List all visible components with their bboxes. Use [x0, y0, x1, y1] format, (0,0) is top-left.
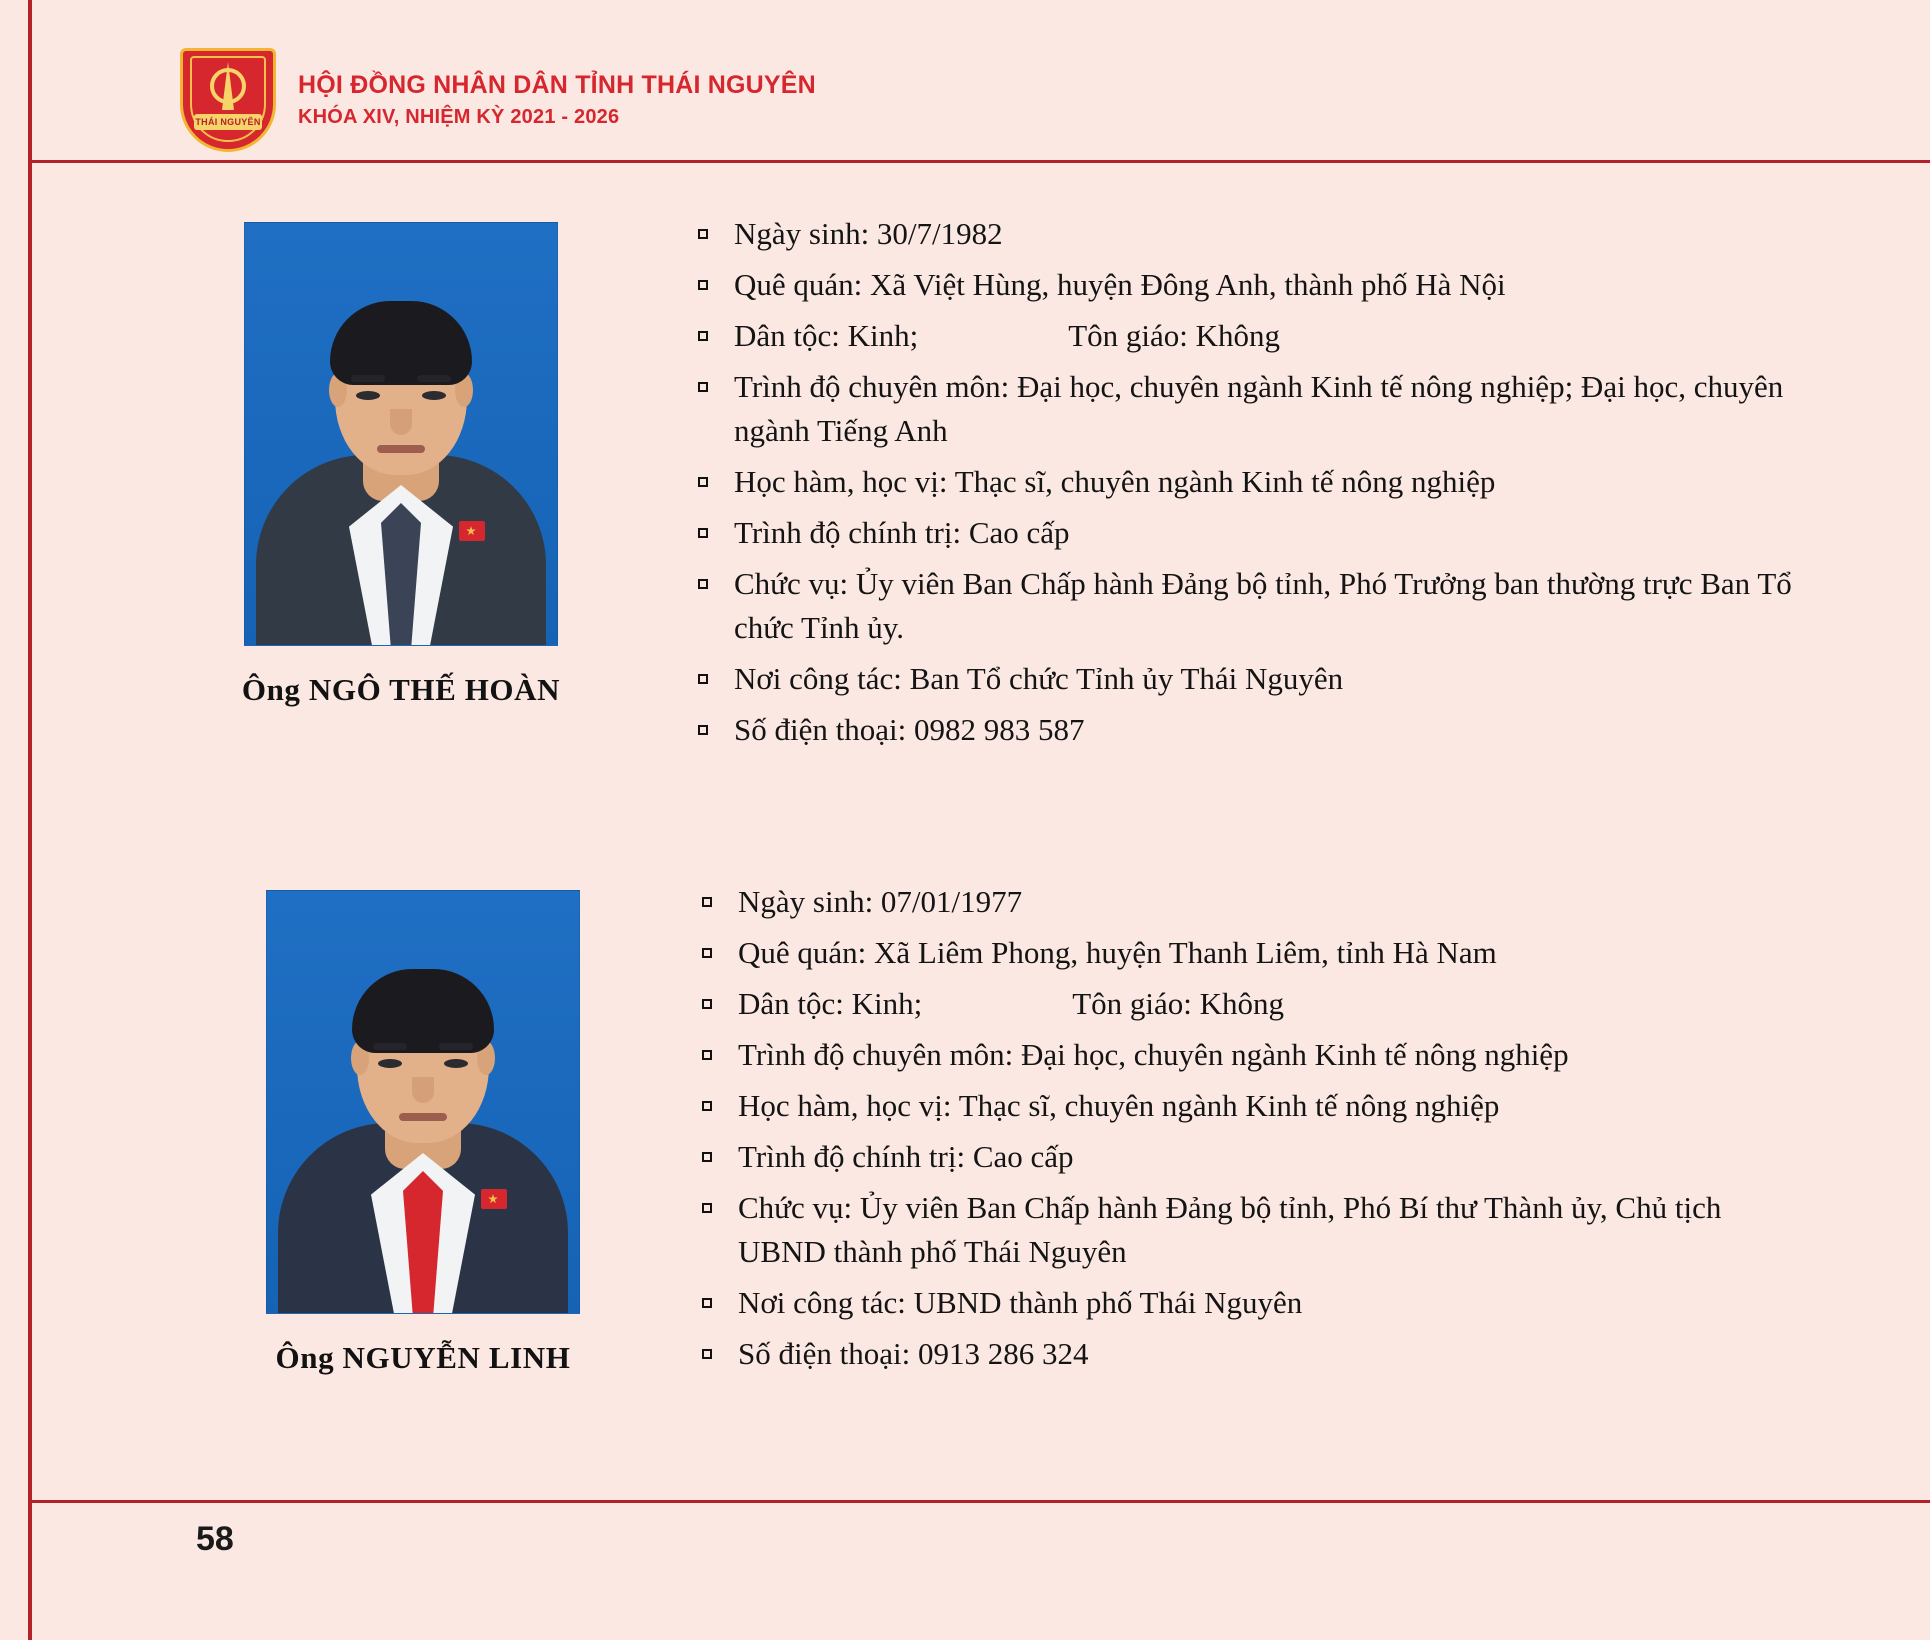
- header-title-block: [298, 71, 816, 129]
- field-education: Trình độ chuyên môn: Đại học, chuyên ngành Kinh tế nông nghiệp; Đại học, chuyên ngành Tiếng Anh: [734, 369, 1784, 449]
- list-item: [698, 1332, 1798, 1376]
- field-education: Trình độ chuyên môn: Đại học, chuyên ngành Kinh tế nông nghiệp: [738, 1037, 1569, 1073]
- field-political-level: Trình độ chính trị: Cao cấp: [738, 1139, 1074, 1175]
- delegate-info-list: [694, 212, 1794, 759]
- footer-divider-rule: [28, 1500, 1930, 1503]
- list-item: [694, 562, 1794, 650]
- delegate-photo-block: [236, 222, 566, 708]
- portrait-hair: [352, 969, 494, 1053]
- list-item: [694, 212, 1794, 256]
- delegate-portrait: [266, 890, 580, 1314]
- field-religion: Tôn giáo: Không: [1072, 986, 1285, 1022]
- list-item: [698, 1084, 1798, 1128]
- delegate-entry: [236, 216, 1794, 775]
- flag-pin-icon: [481, 1189, 507, 1209]
- field-position: Chức vụ: Ủy viên Ban Chấp hành Đảng bộ tỉnh, Phó Bí thư Thành ủy, Chủ tịch UBND thành phố Thái Nguyên: [738, 1190, 1722, 1270]
- field-political-level: Trình độ chính trị: Cao cấp: [734, 515, 1070, 551]
- delegate-photo-block: [258, 890, 588, 1376]
- portrait-brow-right: [439, 1043, 473, 1050]
- field-phone: Số điện thoại: 0982 983 587: [734, 712, 1085, 748]
- page-title: HỘI ĐỒNG NHÂN DÂN TỈNH THÁI NGUYÊN: [298, 71, 816, 99]
- field-workplace: Nơi công tác: Ban Tổ chức Tỉnh ủy Thái Nguyên: [734, 661, 1344, 697]
- list-item: [698, 1135, 1798, 1179]
- flag-pin-icon: [459, 521, 485, 541]
- field-birthdate: Ngày sinh: 30/7/1982: [734, 216, 1003, 251]
- portrait-brow-right: [417, 375, 451, 382]
- field-religion: Tôn giáo: Không: [1068, 318, 1281, 354]
- portrait-brow-left: [351, 375, 385, 382]
- list-item: [694, 708, 1794, 752]
- field-birthdate: Ngày sinh: 07/01/1977: [738, 884, 1023, 919]
- portrait-mouth: [377, 445, 425, 453]
- field-workplace: Nơi công tác: UBND thành phố Thái Nguyên: [738, 1285, 1303, 1321]
- delegate-entry: [258, 884, 1798, 1399]
- list-item: [698, 1281, 1798, 1325]
- delegate-name: Ông NGUYỄN LINH: [275, 1340, 571, 1375]
- delegate-name: Ông NGÔ THẾ HOÀN: [241, 672, 561, 707]
- page-border-left: [28, 0, 32, 1640]
- list-item: [698, 880, 1798, 924]
- field-academic-title: Học hàm, học vị: Thạc sĩ, chuyên ngành Kinh tế nông nghiệp: [738, 1088, 1500, 1124]
- page-subtitle: KHÓA XIV, NHIỆM KỲ 2021 - 2026: [298, 106, 620, 128]
- list-item: [698, 982, 1798, 1026]
- list-item: [694, 511, 1794, 555]
- list-item: [698, 1033, 1798, 1077]
- list-item: [694, 263, 1794, 307]
- list-item: [694, 460, 1794, 504]
- portrait-eye-right: [422, 391, 446, 400]
- field-phone: Số điện thoại: 0913 286 324: [738, 1336, 1089, 1372]
- portrait-nose: [412, 1077, 434, 1103]
- portrait-brow-left: [373, 1043, 407, 1050]
- page-number: 58: [196, 1520, 234, 1558]
- emblem-band-label: THÁI NGUYÊN: [195, 117, 261, 127]
- field-ethnicity: Dân tộc: Kinh;: [734, 318, 919, 354]
- field-ethnicity: Dân tộc: Kinh;: [738, 986, 923, 1022]
- list-item: [694, 314, 1794, 358]
- field-academic-title: Học hàm, học vị: Thạc sĩ, chuyên ngành Kinh tế nông nghiệp: [734, 464, 1496, 500]
- provincial-emblem-icon: [180, 48, 276, 152]
- portrait-eye-left: [356, 391, 380, 400]
- portrait-nose: [390, 409, 412, 435]
- list-item: [694, 365, 1794, 453]
- list-item: [698, 931, 1798, 975]
- portrait-eye-left: [378, 1059, 402, 1068]
- portrait-eye-right: [444, 1059, 468, 1068]
- list-item: [698, 1186, 1798, 1274]
- header-divider-rule: [28, 160, 1930, 163]
- delegate-portrait: [244, 222, 558, 646]
- list-item: [694, 657, 1794, 701]
- field-position: Chức vụ: Ủy viên Ban Chấp hành Đảng bộ tỉnh, Phó Trưởng ban thường trực Ban Tổ chức Tỉnh ủy.: [734, 566, 1792, 646]
- document-header: [180, 48, 816, 152]
- field-hometown: Quê quán: Xã Việt Hùng, huyện Đông Anh, thành phố Hà Nội: [734, 267, 1506, 303]
- field-hometown: Quê quán: Xã Liêm Phong, huyện Thanh Liêm, tỉnh Hà Nam: [738, 935, 1497, 971]
- portrait-hair: [330, 301, 472, 385]
- delegate-info-list: [698, 880, 1798, 1383]
- portrait-mouth: [399, 1113, 447, 1121]
